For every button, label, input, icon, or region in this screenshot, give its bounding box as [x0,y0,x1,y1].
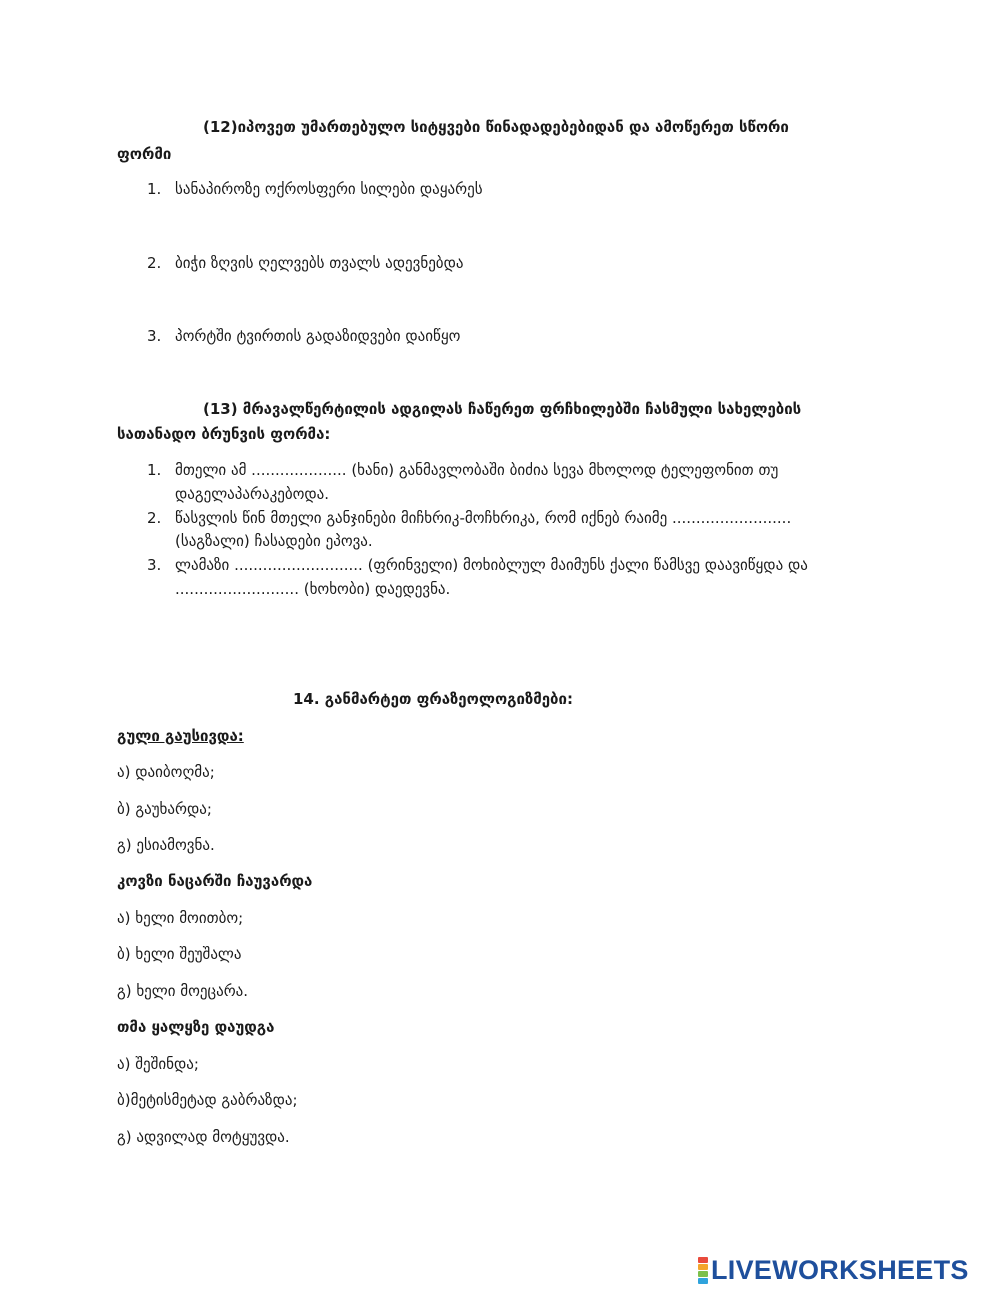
list-item-line2: დაგელაპარაკებოდა. [175,485,330,503]
logo-block [698,1257,708,1263]
section14-title: 14. განმარტეთ ფრაზეოლოგიზმები: [293,690,573,708]
list-item-number: 2. [147,509,162,527]
list-item: ბიჭი ზღვის ღელვებს თვალს ადევნებდა [175,254,464,272]
phrase-heading: თმა ყალყზე დაუდგა [117,1018,275,1036]
list-item: სანაპიროზე ოქროსფერი სილები დაყარეს [175,180,483,198]
phrase-option: ა) ხელი მოითბო; [117,909,244,927]
section13-title-line2: სათანადო ბრუნვის ფორმა: [117,425,331,443]
logo-block [698,1264,708,1270]
list-item-line1: წასვლის წინ მთელი განჯინები მიჩხრიკ-მოჩხრიკა, რომ იქნებ რაიმე ......................... [175,509,792,527]
phrase-option: ბ) ხელი შეუშალა [117,945,242,963]
phrase-option: გ) ადვილად მოტყუვდა. [117,1128,290,1146]
logo-text: LIVEWORKSHEETS [711,1254,969,1285]
phrase-option: ბ) გაუხარდა; [117,800,212,818]
liveworksheets-logo[interactable] [698,1254,969,1286]
phrase-heading: გული გაუსივდა: [117,727,244,745]
list-item-line1: ლამაზი ........................... (ფრინველი) მოხიბლულ მაიმუნს ქალი წამსვე დაავიწყდა და [175,556,808,574]
phrase-option: ბ)მეტისმეტად გაბრაზდა; [117,1091,298,1109]
list-item-number: 3. [147,556,162,574]
list-item: პორტში ტვირთის გადაზიდვები დაიწყო [175,327,461,345]
section12-title-line2: ფორმი [117,145,172,163]
logo-blocks-icon [698,1257,708,1284]
logo-block [698,1271,708,1277]
phrase-heading: კოვზი ნაცარში ჩაუვარდა [117,872,313,890]
list-item-line1: მთელი ამ .................... (ხანი) განმავლობაში ბიძია სევა მხოლოდ ტელეფონით თუ [175,461,779,479]
list-item-number: 3. [147,327,162,345]
list-item-line2: .......................... (ხოხობი) დაედევნა. [175,580,451,598]
list-item-number: 2. [147,254,162,272]
section12-title-line1: (12)იპოვეთ უმართებულო სიტყვები წინადადებებიდან და ამოწერეთ სწორი [203,118,789,136]
phrase-option: გ) ესიამოვნა. [117,836,215,854]
list-item-number: 1. [147,461,162,479]
phrase-option: ა) დაიბოღმა; [117,763,215,781]
section13-title-line1: (13) მრავალწერტილის ადგილას ჩაწერეთ ფრჩხილებში ჩასმული სახელების [203,400,802,418]
logo-block [698,1278,708,1284]
phrase-option: ა) შეშინდა; [117,1055,199,1073]
list-item-line2: (საგზალი) ჩასადები ეპოვა. [175,532,373,550]
list-item-number: 1. [147,180,162,198]
phrase-option: გ) ხელი მოეცარა. [117,982,249,1000]
